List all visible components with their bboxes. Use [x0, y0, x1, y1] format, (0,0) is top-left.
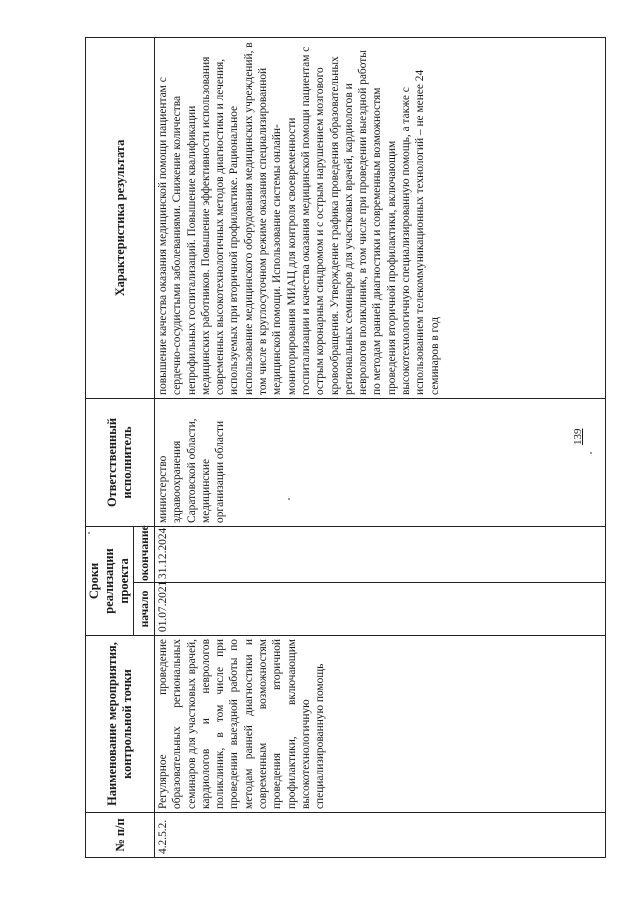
header-terms: Сроки реализации проекта: [86, 527, 134, 636]
header-start: начало: [134, 583, 155, 636]
cell-name: Регулярное проведение образовательных региональных семинаров для участковых врачей, кардиологов и неврологов поликлиник, в том числе при проведении выездной работы по методам ранней диагностики и современным возможностям проведения вторичной профилактики, включающим высокотехнологичную специализированную помощь: [155, 636, 606, 813]
cell-end: 31.12.2024: [155, 527, 606, 583]
cell-num: 4.2.5.2.: [155, 813, 606, 858]
scan-speck: [590, 452, 592, 454]
table-row: [155, 38, 606, 858]
header-end: окончание: [134, 527, 155, 583]
cell-start: 01.07.2021: [155, 583, 606, 636]
header-result: Характеристика результата: [86, 38, 155, 399]
header-responsible: Ответственный исполнитель: [86, 399, 155, 527]
cell-responsible: министерство здравоохранения Саратовской области, медицинские организации области: [155, 399, 606, 527]
cell-result: повышение качества оказания медицинской помощи пациентам с сердечно-сосудистыми заболеваниями. Снижение количества непрофильных госпитализаций. Повышение квалификации медицинских работников. Повышение эффективности использования современных высокотехнологичных методов диагностики и лечения, используемых при вторичной профилактике. Рациональное использование медицинского оборудования медицинских учреждений, в том числе в круглосуточном режиме оказания специализированной медицинской помощи. Использование системы онлайн-мониторирования МИАЦ для контроля своевременности госпитализации и качества оказания медицинской помощи пациентам с острым коронарным синдромом и с острым нарушением мозгового кровообращения. Утверждение графика проведения образовательных региональных семинаров для участковых врачей, кардиологов и неврологов поликлиник, в том числе при проведении выездной работы по методам ранней диагностики и современным возможностям проведения вторичной профилактики, включающим высокотехнологичную специализированную помощь, а также с использованием телекоммуникационных технологий – не менее 24 семинаров в год: [155, 38, 606, 399]
scan-speck: [88, 532, 90, 534]
rotated-page-content: [85, 38, 590, 858]
header-row: [86, 38, 134, 858]
header-num: № п/п: [86, 813, 155, 858]
scan-speck: [288, 498, 290, 500]
header-name: Наименование мероприятия, контрольной точки: [86, 636, 155, 813]
action-plan-table: [85, 37, 606, 858]
page-number: 139: [572, 428, 584, 445]
